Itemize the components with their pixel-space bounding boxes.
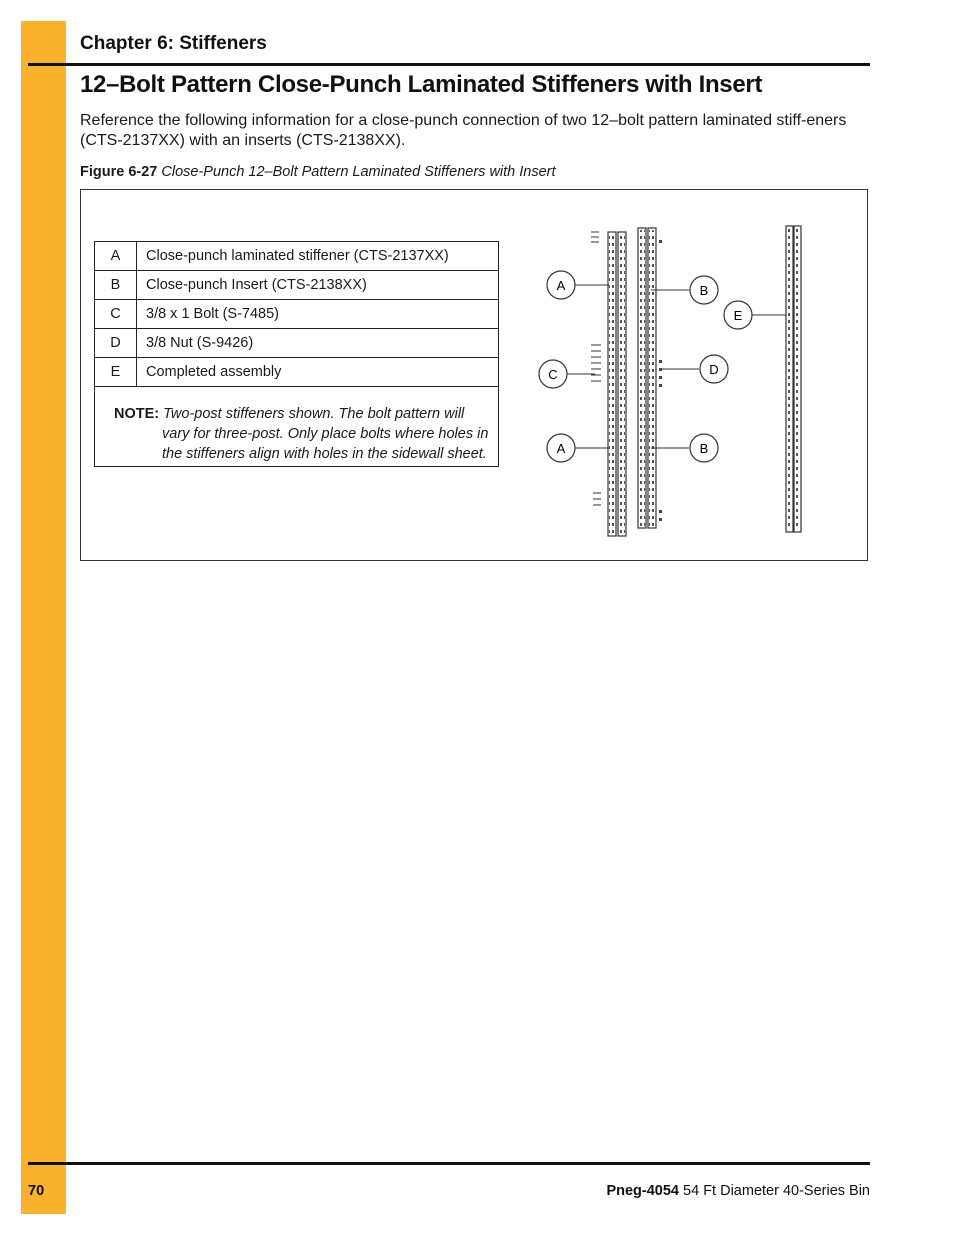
callout-label: B <box>699 441 709 456</box>
footer-doc-code: Pneg-4054 <box>606 1183 679 1199</box>
footer-document-title <box>606 1183 870 1199</box>
callout-a-bottom <box>547 434 575 462</box>
legend-row <box>95 271 498 300</box>
callout-label: A <box>556 441 566 456</box>
legend-row <box>95 329 498 358</box>
figure-frame <box>80 189 868 561</box>
bolt-group <box>591 232 601 505</box>
callout-a-top <box>547 271 575 299</box>
legend-table <box>94 241 499 467</box>
legend-row <box>95 242 498 271</box>
legend-desc: 3/8 x 1 Bolt (S-7485) <box>146 306 279 322</box>
note-text: Two-post stiffeners shown. The bolt pattern will vary for three-post. Only place bolts where holes in the stiffeners align with holes in the sidewall sheet. <box>162 406 489 462</box>
callout-b-bottom <box>690 434 718 462</box>
completed-assembly-part <box>786 226 801 532</box>
legend-desc: Close-punch Insert (CTS-2138XX) <box>146 277 367 293</box>
callout-label: D <box>709 362 719 377</box>
callout-label: E <box>733 308 743 323</box>
note-label: NOTE: <box>114 406 160 422</box>
header-rule <box>28 63 870 66</box>
nut-group <box>659 240 662 521</box>
figure-number: Figure 6-27 <box>80 164 158 180</box>
legend-desc: 3/8 Nut (S-9426) <box>146 335 254 351</box>
stiffener-assembly-drawing <box>531 220 851 540</box>
legend-row <box>95 358 498 387</box>
leader-lines <box>567 285 786 448</box>
legend-key: B <box>95 271 137 299</box>
callout-label: C <box>548 367 558 382</box>
stiffener-a-part <box>608 232 626 536</box>
figure-caption-text: Close-Punch 12–Bolt Pattern Laminated Stiffeners with Insert <box>161 164 556 180</box>
intro-paragraph: Reference the following information for a close-punch connection of two 12–bolt pattern laminated stiff-eners (CTS-2137XX) with an inserts (CTS-2138XX). <box>80 112 847 149</box>
legend-desc: Close-punch laminated stiffener (CTS-2137XX) <box>146 248 449 264</box>
legend-row <box>95 300 498 329</box>
callout-b-top <box>690 276 718 304</box>
chapter-color-bar <box>21 21 66 1214</box>
callout-label: B <box>699 283 709 298</box>
chapter-header: Chapter 6: Stiffeners <box>80 33 267 54</box>
page-title: 12–Bolt Pattern Close-Punch Laminated Stiffeners with Insert <box>80 71 763 98</box>
legend-desc: Completed assembly <box>146 364 282 380</box>
callout-d <box>700 355 728 383</box>
footer-doc-title: 54 Ft Diameter 40-Series Bin <box>683 1183 870 1199</box>
legend-key: A <box>95 242 137 270</box>
callout-label: A <box>556 278 566 293</box>
callout-c <box>539 360 567 388</box>
callout-e <box>724 301 752 329</box>
legend-note <box>95 387 498 466</box>
footer-rule <box>28 1162 870 1165</box>
legend-key: D <box>95 329 137 357</box>
legend-key: E <box>95 358 137 386</box>
figure-caption <box>80 164 556 180</box>
legend-key: C <box>95 300 137 328</box>
page-number: 70 <box>28 1183 45 1199</box>
insert-b-part <box>638 228 656 528</box>
